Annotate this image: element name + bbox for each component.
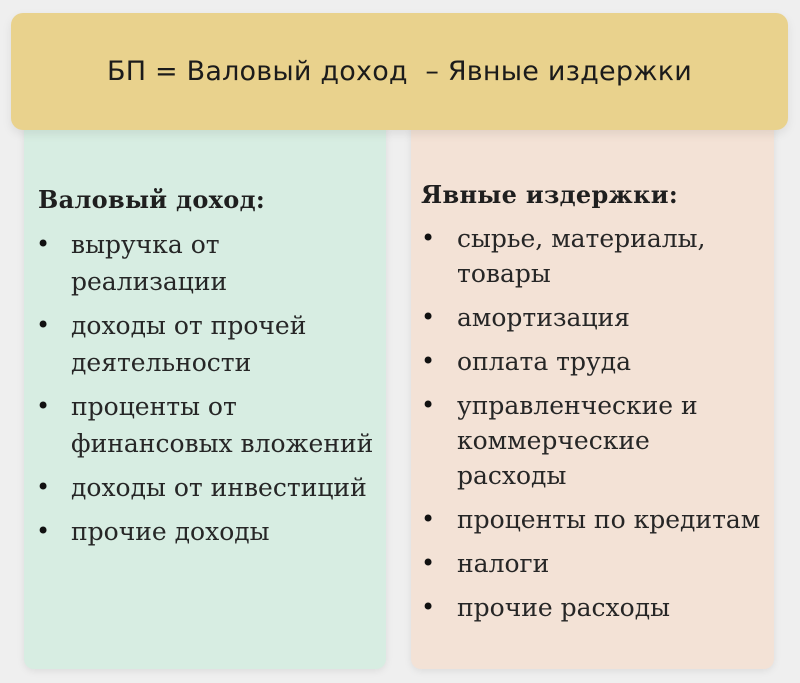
list-item [411,344,774,379]
formula-banner [11,13,788,130]
list-item [411,221,774,291]
gross-income-heading: Валовый доход: [38,185,266,214]
explicit-costs-heading: Явные издержки: [421,180,678,209]
list-item-text: управленческие и коммерческие расходы [457,391,698,490]
list-item [24,469,386,506]
list-item [411,546,774,581]
bullet-icon: • [36,230,51,258]
list-item [24,513,386,550]
formula-title: БП = Валовый доход – Явные издержки [107,56,692,87]
bullet-icon: • [421,303,436,331]
list-item-text: амортизация [457,303,630,332]
list-item [24,226,386,300]
list-item [411,300,774,335]
list-item [24,388,386,462]
explicit-costs-panel [411,118,774,669]
bullet-icon: • [36,517,51,545]
bullet-icon: • [421,593,436,621]
bullet-icon: • [421,391,436,419]
list-item-text: доходы от инвестиций [71,473,367,502]
gross-income-panel [24,118,386,669]
list-item-text: налоги [457,549,550,578]
list-item [411,388,774,493]
bullet-icon: • [421,505,436,533]
list-item-text: прочие доходы [71,517,270,546]
list-item-text: проценты по кредитам [457,505,761,534]
list-item [411,502,774,537]
bullet-icon: • [421,549,436,577]
bullet-icon: • [36,473,51,501]
list-item-text: оплата труда [457,347,632,376]
bullet-icon: • [421,224,436,252]
list-item-text: сырье, материалы, товары [457,224,706,288]
bullet-icon: • [36,311,51,339]
explicit-costs-list [411,221,774,634]
list-item-text: проценты от финансовых вложений [71,392,374,458]
gross-income-list [24,226,386,557]
list-item [24,307,386,381]
bullet-icon: • [36,392,51,420]
list-item-text: прочие расходы [457,593,671,622]
bullet-icon: • [421,347,436,375]
list-item [411,590,774,625]
list-item-text: доходы от прочей деятельности [71,311,307,377]
list-item-text: выручка от реализации [71,230,228,296]
